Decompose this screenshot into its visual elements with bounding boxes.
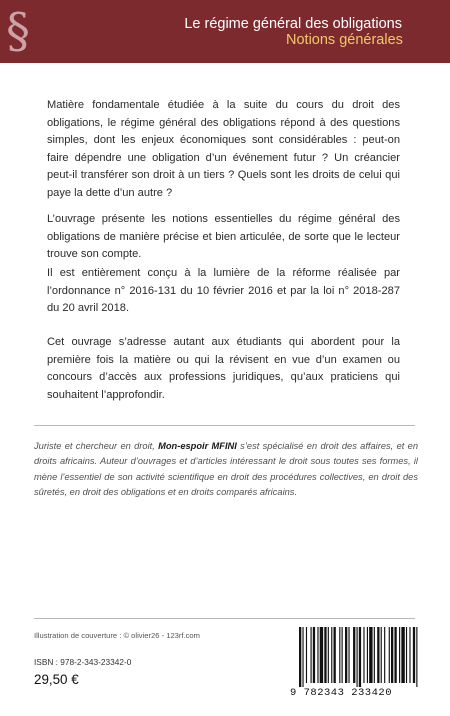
barcode-bar xyxy=(406,627,407,683)
section-sign-icon: § xyxy=(6,3,30,59)
barcode-bar xyxy=(384,627,385,683)
summary-paragraph-4: Cet ouvrage s’adresse autant aux étudiants qui abordent pour la première fois la matière ou qui la révisent en vue d’un examen ou concours d’accès aux professions juridiques, qu’aux praticiens qui souhaitent l’approfondir. xyxy=(47,336,400,401)
barcode-bar xyxy=(399,627,400,683)
barcode-bar xyxy=(324,627,326,683)
barcode-bar xyxy=(299,627,301,687)
barcode-bars-icon xyxy=(290,627,420,687)
barcode-bar xyxy=(381,627,382,683)
divider xyxy=(34,618,415,619)
barcode-bar xyxy=(353,627,355,683)
divider xyxy=(34,425,415,426)
price: 29,50 € xyxy=(34,672,79,687)
barcode-bar xyxy=(409,627,410,683)
barcode-bar xyxy=(363,627,364,683)
author-name: Mon-espoir MFINI xyxy=(158,441,237,451)
barcode-bar xyxy=(345,627,347,683)
barcode-bar xyxy=(306,627,307,683)
barcode-bar xyxy=(339,627,340,683)
author-bio xyxy=(34,439,418,500)
barcode-bar xyxy=(328,627,329,683)
barcode-bar xyxy=(313,627,315,683)
bio-intro: Juriste et chercheur en droit, xyxy=(34,441,159,451)
barcode-bar xyxy=(302,627,303,687)
barcode-bar xyxy=(348,627,349,683)
barcode-bar xyxy=(357,627,358,687)
barcode-bar xyxy=(391,627,393,683)
barcode-digits: 9 782343 233420 xyxy=(290,687,393,699)
barcode-bar xyxy=(394,627,396,683)
barcode-bar xyxy=(311,627,312,683)
summary-paragraph-3: Il est entièrement conçu à la lumière de la réforme réalisée par l’ordonnance n° 2016-131 du 10 février 2016 et par la loi n° 2018-287 du 20 avril 2018. xyxy=(47,267,400,315)
barcode-bar xyxy=(342,627,343,683)
book-subtitle: Notions générales xyxy=(286,32,403,48)
barcode-bar xyxy=(369,627,372,683)
barcode-bar xyxy=(367,627,368,683)
barcode-bar xyxy=(331,627,332,683)
summary-paragraph-2: L’ouvrage présente les notions essentielles du régime général des obligations de manière précise et bien articulée, de sorte que le lecteur trouve son compte. xyxy=(47,213,400,261)
title-banner xyxy=(0,0,450,63)
book-title: Le régime général des obligations xyxy=(184,16,402,32)
isbn: ISBN : 978-2-343-23342-0 xyxy=(34,657,132,667)
barcode-bar xyxy=(377,627,379,683)
barcode-bar xyxy=(401,627,404,683)
barcode xyxy=(290,627,420,703)
summary-paragraph-1: Matière fondamentale étudiée à la suite du cours du droit des obligations, le régime général des obligations répond à des questions simples, dont les enjeux économiques sont considérables : peut-on faire dépendre une obligation d’un événement futur ? Un créancier peut-il transférer son droit à un tiers ? Quels sont les droits de celui qui paye la dette d’un autre ? xyxy=(47,99,400,199)
barcode-bar xyxy=(389,627,390,683)
barcode-bar xyxy=(359,627,361,687)
barcode-bar xyxy=(334,627,336,683)
bio-text: s’est spécialisé en droit des affaires, et en droits africains. Auteur d’ouvrages et d’articles intéressant le droit sous toutes ses formes, il mène l’essentiel de son activité scientifique en droit des procédures collectives, en droit des sûretés, en droit des obligations et en droits comparés africains. xyxy=(34,441,418,497)
barcode-bar xyxy=(317,627,318,683)
cover-credit: Illustration de couverture : © olivier26 - 123rf.com xyxy=(34,631,200,640)
barcode-bar xyxy=(416,627,417,687)
barcode-bar xyxy=(320,627,323,683)
barcode-bar xyxy=(413,627,415,683)
barcode-bar xyxy=(374,627,375,683)
